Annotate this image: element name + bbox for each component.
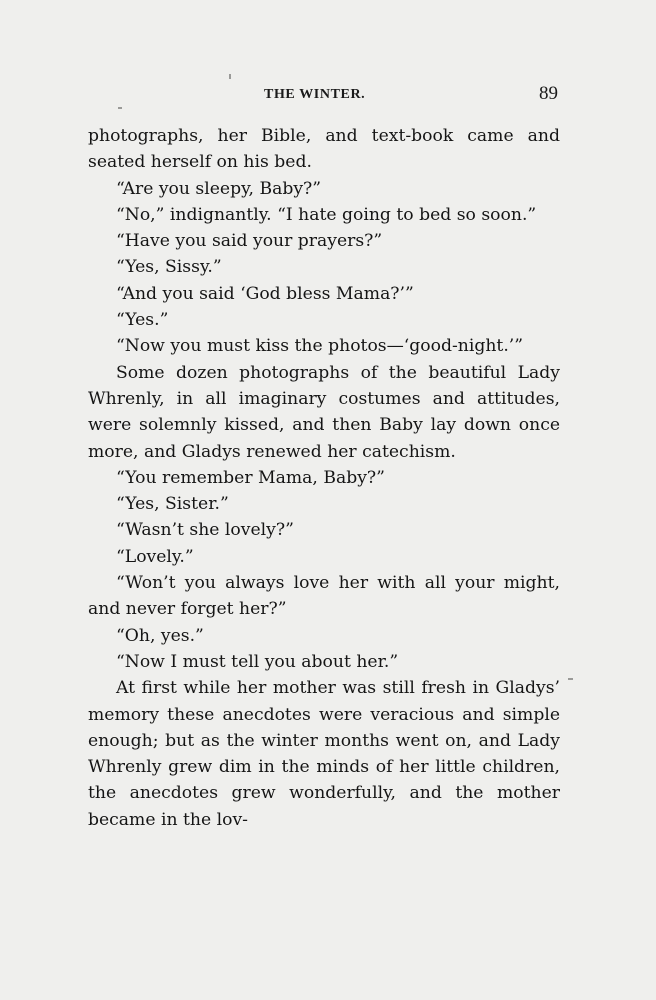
page-header	[88, 85, 560, 111]
paragraph: “Have you said your prayers?”	[116, 231, 383, 252]
paragraph: “Now I must tell you about her.”	[116, 651, 399, 672]
paragraph: At first while her mother was still fresh in Gladys’ memory these anecdotes were veracious and simple enough; but as the winter months went on, and Lady Whrenly grew dim in the minds of her little children, the anecdotes grew wonderfully, and the mother became in the lov-	[88, 678, 560, 830]
paragraph: “No,” indignantly. “I hate going to bed so soon.”	[116, 204, 537, 225]
speck	[568, 678, 573, 680]
paragraph: “Won’t you always love her with all your might, and never forget her?”	[88, 573, 560, 620]
running-title: THE WINTER.	[264, 87, 366, 102]
paragraph: “You remember Mama, Baby?”	[116, 467, 385, 488]
paragraph: “Now you must kiss the photos—‘good-night.’”	[116, 336, 524, 357]
paragraph: “Yes, Sister.”	[116, 494, 229, 515]
paragraph: “And you said ‘God bless Mama?’”	[116, 283, 414, 304]
paragraph: Some dozen photographs of the beautiful Lady Whrenly, in all imaginary costumes and attitudes, were solemnly kissed, and then Baby lay down once more, and Gladys renewed her catechism.	[88, 362, 560, 462]
page-number: 89	[539, 83, 558, 104]
paragraph: “Lovely.”	[116, 546, 194, 567]
paragraph: “Oh, yes.”	[116, 625, 204, 646]
paragraph: photographs, her Bible, and text-book came and seated herself on his bed.	[88, 126, 560, 173]
paragraph: “Wasn’t she lovely?”	[116, 520, 294, 541]
paragraph: “Yes, Sissy.”	[116, 257, 222, 278]
body-text	[88, 123, 560, 833]
speck	[229, 74, 231, 79]
paragraph: “Are you sleepy, Baby?”	[116, 178, 322, 199]
paragraph: “Yes.”	[116, 310, 169, 331]
